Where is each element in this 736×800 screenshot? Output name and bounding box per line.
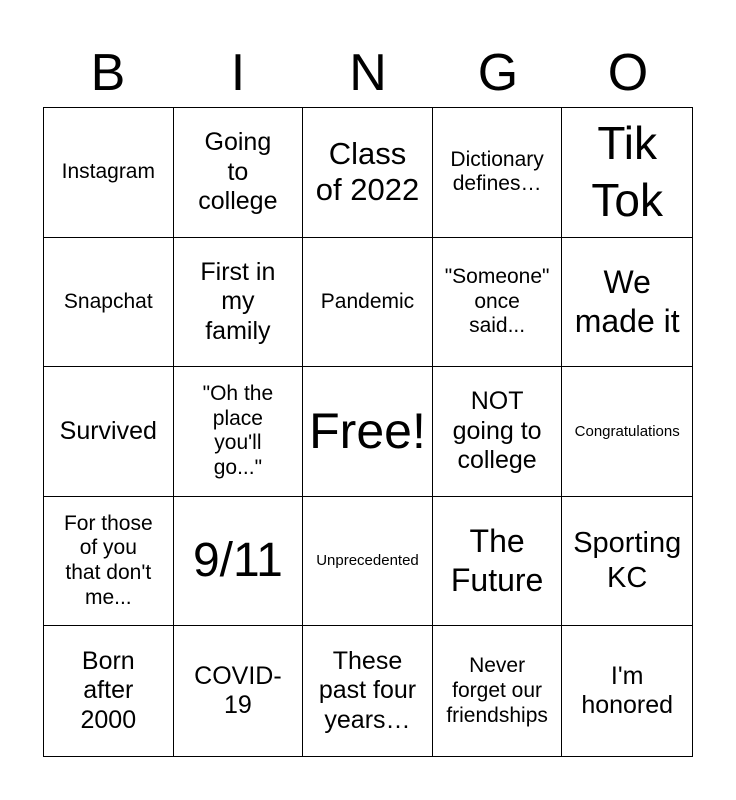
bingo-cell[interactable] [562, 497, 692, 627]
header-letter-b: B [90, 44, 126, 102]
header-letter-o: O [607, 44, 649, 102]
bingo-cell[interactable] [562, 367, 692, 497]
cell-text: "Oh the place you'll go..." [202, 381, 274, 480]
bingo-cell[interactable] [174, 497, 304, 627]
cell-text: Congratulations [574, 422, 680, 440]
free-space-label: Free! [309, 402, 426, 459]
cell-text: Instagram [61, 159, 155, 183]
cell-text: "Someone" once said... [444, 264, 550, 338]
bingo-cell[interactable] [44, 367, 174, 497]
cell-text: These past four years… [318, 646, 417, 734]
cell-text: Pandemic [320, 289, 415, 313]
bingo-header [43, 38, 693, 108]
cell-text: 9/11 [192, 533, 283, 587]
bingo-cell[interactable] [44, 238, 174, 368]
cell-text: COVID- 19 [194, 661, 282, 720]
bingo-cell[interactable] [44, 108, 174, 238]
bingo-cell[interactable] [562, 108, 692, 238]
cell-text: NOT going to college [452, 387, 542, 475]
cell-text: Going to college [198, 128, 278, 216]
bingo-cell[interactable] [44, 497, 174, 627]
bingo-cell[interactable] [174, 238, 304, 368]
bingo-cell[interactable] [433, 367, 563, 497]
bingo-cell[interactable] [174, 108, 304, 238]
bingo-cell[interactable] [174, 626, 304, 756]
bingo-cell-free[interactable] [303, 367, 433, 497]
cell-text: Sporting KC [573, 526, 682, 595]
bingo-cell[interactable] [562, 238, 692, 368]
bingo-cell[interactable] [303, 626, 433, 756]
cell-text: Never forget our friendships [446, 654, 548, 727]
bingo-cell[interactable] [562, 626, 692, 756]
cell-text: For those of you that don't me... [63, 511, 153, 609]
header-letter-g: G [477, 44, 519, 102]
cell-text: We made it [574, 263, 680, 339]
bingo-cell[interactable] [433, 108, 563, 238]
cell-text: Snapchat [63, 289, 153, 313]
cell-text: Born after 2000 [80, 646, 137, 734]
bingo-cell[interactable] [44, 626, 174, 756]
cell-text: I'm honored [581, 661, 674, 720]
bingo-cell[interactable] [433, 238, 563, 368]
cell-text: Unprecedented [316, 552, 419, 570]
bingo-cell[interactable] [433, 497, 563, 627]
cell-text: Class of 2022 [315, 135, 420, 208]
cell-text: Dictionary defines… [450, 147, 544, 196]
header-letter-n: N [349, 44, 387, 102]
header-letter-i: I [230, 44, 246, 102]
bingo-board [43, 107, 693, 757]
cell-text: The Future [450, 523, 544, 599]
cell-text: First in my family [200, 257, 276, 345]
bingo-cell[interactable] [303, 497, 433, 627]
bingo-cell[interactable] [303, 108, 433, 238]
cell-text: Survived [59, 416, 157, 445]
bingo-cell[interactable] [174, 367, 304, 497]
bingo-cell[interactable] [303, 238, 433, 368]
bingo-cell[interactable] [433, 626, 563, 756]
cell-text: Tik Tok [591, 116, 663, 227]
